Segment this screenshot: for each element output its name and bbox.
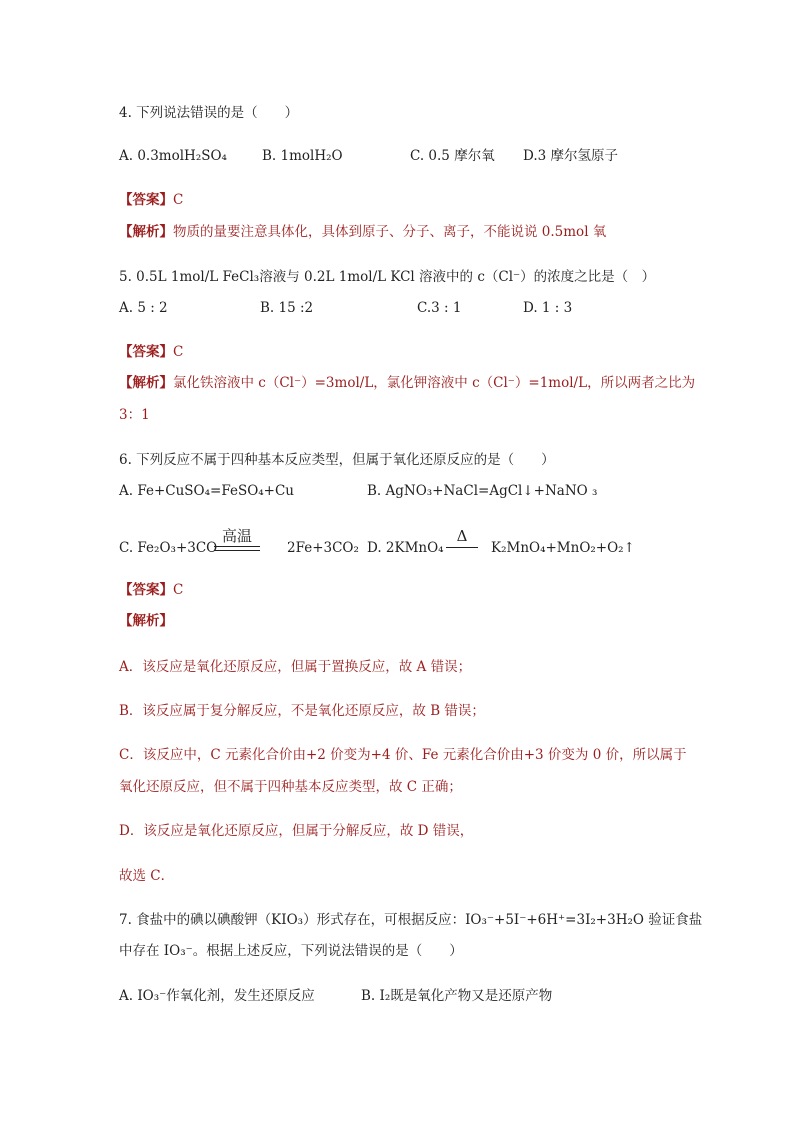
q4-option-b: B. 1molH₂O (262, 148, 343, 164)
q6-conclusion: 故选 C． (119, 868, 175, 884)
q5-option-b: B. 15 :2 (260, 300, 314, 316)
q5-option-d: D. 1 : 3 (523, 300, 573, 316)
q6-analysis-c2: 氧化还原反应，但不属于四种基本反应类型，故 C 正确； (119, 779, 462, 795)
q5-analysis-cont: 3：1 (119, 407, 150, 423)
q6-option-d-condition (446, 527, 478, 548)
condition-text: 高温 (221, 527, 252, 545)
q4-answer (119, 190, 183, 210)
answer-value: C (173, 192, 184, 208)
q5-analysis (119, 373, 695, 393)
q7-option-b: B. I₂既是氧化产物又是还原产物 (361, 988, 553, 1004)
q6-option-c-reactants: C. Fe₂O₃+3CO (119, 540, 218, 556)
q6-answer (119, 580, 183, 600)
q6-analysis-c1: C．该反应中，C 元素化合价由+2 价变为+4 价、Fe 元素化合价由+3 价变为 0 价，所以属于 (119, 747, 687, 763)
q6-stem: 6. 下列反应不属于四种基本反应类型，但属于氧化还原反应的是（ ） (119, 452, 555, 468)
q4-analysis (119, 222, 606, 242)
q7-option-a: A. IO₃⁻作氧化剂，发生还原反应 (119, 988, 315, 1004)
q4-option-d: D.3 摩尔氢原子 (523, 148, 619, 164)
q7-stem-line2: 中存在 IO₃⁻。根据上述反应，下列说法错误的是（ ） (119, 943, 463, 959)
q6-analysis-d: D．该反应是氧化还原反应，但属于分解反应，故 D 错误， (119, 823, 474, 839)
analysis-label: 【解析】 (119, 224, 173, 240)
q5-option-c: C.3 : 1 (417, 300, 462, 316)
q5-answer (119, 342, 183, 362)
q4-option-a: A. 0.3molH₂SO₄ (119, 148, 227, 164)
q5-stem: 5. 0.5L 1mol/L FeCl₃溶液与 0.2L 1mol/L KCl 溶液中的 c（Cl⁻）的浓度之比是（ ） (119, 269, 656, 285)
answer-value: C (173, 582, 184, 598)
q6-option-c-products: 2Fe+3CO₂ (287, 540, 359, 556)
condition-text: Δ (456, 527, 468, 545)
analysis-label: 【解析】 (119, 375, 173, 391)
q4-stem: 4. 下列说法错误的是（ ） (119, 105, 299, 121)
answer-label: 【答案】 (119, 344, 173, 360)
answer-value: C (173, 344, 184, 360)
q6-option-c-condition (214, 527, 260, 551)
answer-label: 【答案】 (119, 582, 173, 598)
q6-option-b: B. AgNO₃+NaCl=AgCl↓+NaNO ₃ (367, 483, 598, 499)
equal-sign (214, 546, 260, 551)
q5-option-a: A. 5 : 2 (119, 300, 168, 316)
analysis-text: 物质的量要注意具体化，具体到原子、分子、离子，不能说说 0.5mol 氧 (173, 224, 607, 240)
analysis-text: 氯化铁溶液中 c（Cl⁻）=3mol/L，氯化钾溶液中 c（Cl⁻）=1mol/L，所以两者之比为 (173, 375, 696, 391)
q4-option-c: C. 0.5 摩尔氧 (410, 148, 495, 164)
q6-option-a: A. Fe+CuSO₄=FeSO₄+Cu (119, 483, 295, 499)
q7-stem-line1: 7. 食盐中的碘以碘酸钾（KIO₃）形式存在，可根据反应：IO₃⁻+5I⁻+6H⁺=3I₂+3H₂O 验证食盐 (119, 912, 703, 928)
q6-option-d-products: K₂MnO₄+MnO₂+O₂↑ (491, 540, 635, 556)
q6-analysis-label: 【解析】 (119, 613, 173, 629)
reaction-line (446, 547, 478, 548)
q6-option-d-reactants: D. 2KMnO₄ (367, 540, 444, 556)
q6-analysis-a: A．该反应是氧化还原反应，但属于置换反应，故 A 错误； (119, 659, 472, 675)
q6-analysis-b: B．该反应属于复分解反应，不是氧化还原反应，故 B 错误； (119, 703, 485, 719)
answer-label: 【答案】 (119, 192, 173, 208)
